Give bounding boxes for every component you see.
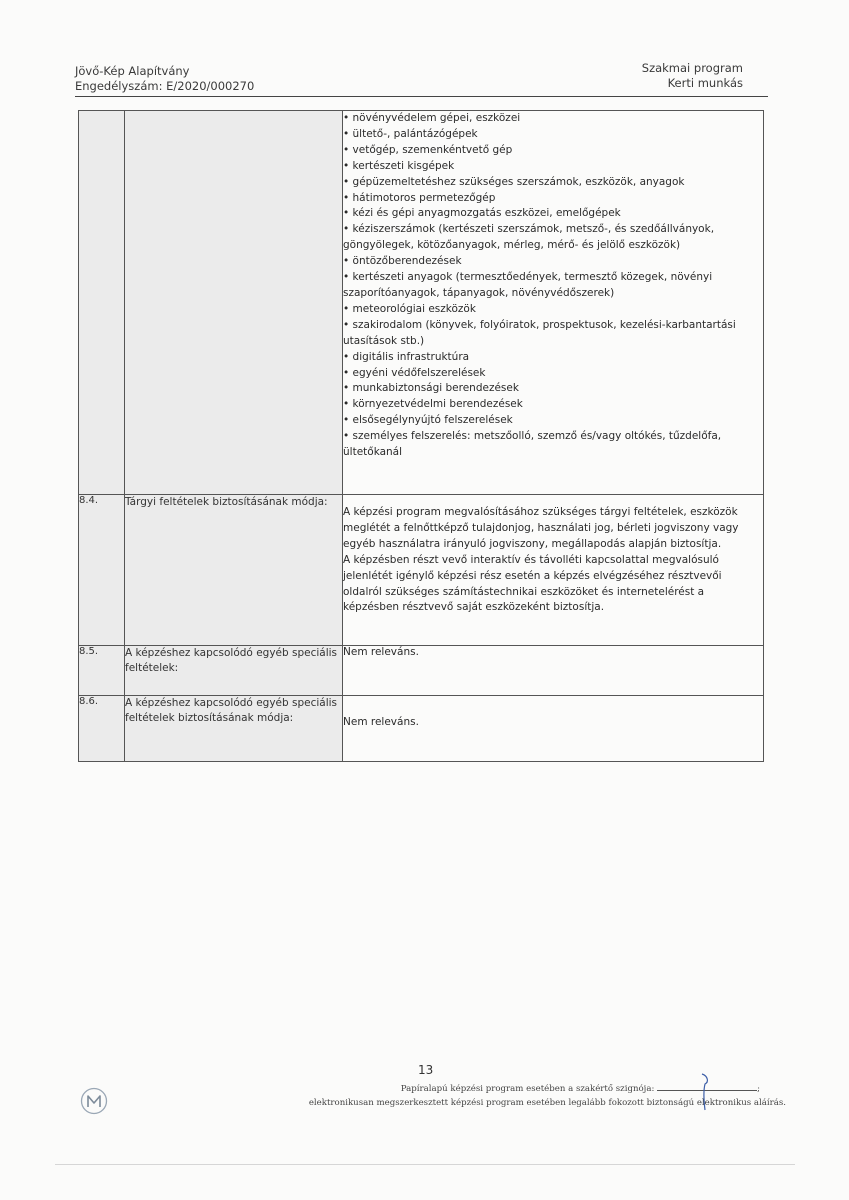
equipment-list-item: • meteorológiai eszközök	[343, 302, 763, 318]
row-number: 8.6.	[79, 696, 125, 762]
row-value: Nem releváns.	[343, 696, 764, 762]
equipment-list-item: • elsősegélynyújtó felszerelések	[343, 413, 763, 429]
equipment-list-item: • vetőgép, szemenkéntvető gép	[343, 143, 763, 159]
equipment-list-item: • szakirodalom (könyvek, folyóiratok, prospektusok, kezelési-karbantartási utasítások stb.)	[343, 318, 763, 350]
content-paragraph-2: A képzésben részt vevő interaktív és távolléti kapcsolattal megvalósuló jelenlétét igénylő képzési rész esetén a képzés elvégzéséhez résztvevői oldalról szükséges számítástechnikai eszközöket és internetelérést a képzésben résztvevő saját eszközeként biztosítja.	[343, 553, 722, 614]
equipment-list-item: • egyéni védőfelszerelések	[343, 366, 763, 382]
equipment-list-item: • gépüzemeltetéshez szükséges szerszámok, eszközök, anyagok	[343, 175, 763, 191]
equipment-list-item: • munkabiztonsági berendezések	[343, 381, 763, 397]
header-right	[642, 61, 743, 91]
equipment-list-item: • kertészeti kisgépek	[343, 159, 763, 175]
document-subtitle: Kerti munkás	[667, 76, 743, 90]
page-number: 13	[418, 1063, 434, 1077]
header-left	[75, 64, 254, 94]
table-row-8-5	[79, 646, 764, 696]
equipment-row	[79, 111, 764, 495]
equipment-list-item: • öntözőberendezések	[343, 254, 763, 270]
row-value: Nem releváns.	[343, 646, 764, 696]
equipment-list	[343, 111, 763, 461]
footer-line-1	[0, 1082, 760, 1094]
header-divider	[75, 96, 768, 97]
row-label: A képzéshez kapcsolódó egyéb speciális feltételek biztosításának módja:	[125, 696, 343, 762]
footer-signature-text: Papíralapú képzési program esetében a szakértő szignója:	[400, 1084, 655, 1094]
equipment-list-item: • kézi és gépi anyagmozgatás eszközei, emelőgépek	[343, 206, 763, 222]
table-row-8-6	[79, 696, 764, 762]
equipment-num-cell	[79, 111, 125, 495]
content-paragraph-1: A képzési program megvalósításához szükséges tárgyi feltételek, eszközök meglétét a felnőttképző tulajdonjog, használati jog, bérleti jogviszony vagy egyéb használatra irányuló jogviszony, megállapodás alapján biztosítja.	[343, 506, 739, 550]
table-row-8-4	[79, 495, 764, 646]
equipment-list-item: • személyes felszerelés: metszőolló, szemző és/vagy oltókés, tűzdelőfa, ültetőkanál	[343, 429, 763, 461]
row-number: 8.5.	[79, 646, 125, 696]
equipment-label-cell	[125, 111, 343, 495]
conditions-table	[78, 110, 764, 762]
document-type: Szakmai program	[641, 61, 743, 75]
equipment-list-cell	[343, 111, 764, 495]
equipment-list-item: • növényvédelem gépei, eszközei	[343, 111, 763, 127]
equipment-list-item: • kéziszerszámok (kertészeti szerszámok, metsző-, és szedőállványok, göngyölegek, kötözőanyagok, mérleg, mérő- és jelölő eszközök)	[343, 222, 763, 254]
equipment-list-item: • kertészeti anyagok (termesztőedények, termesztő közegek, növényi szaporítóanyagok, tápanyagok, növényvédőszerek)	[343, 270, 763, 302]
equipment-list-item: • hátimotoros permetezőgép	[343, 191, 763, 207]
row-number: 8.4.	[79, 495, 125, 646]
footer-semicolon: ;	[757, 1084, 760, 1094]
row-label: Tárgyi feltételek biztosításának módja:	[125, 495, 343, 646]
equipment-list-item: • környezetvédelmi berendezések	[343, 397, 763, 413]
bottom-scan-edge	[55, 1164, 795, 1165]
row-label: A képzéshez kapcsolódó egyéb speciális feltételek:	[125, 646, 343, 696]
organization-name: Jövő-Kép Alapítvány	[75, 64, 190, 78]
row-content	[343, 495, 764, 646]
footer-line-2: elektronikusan megszerkesztett képzési program esetében legalább fokozott biztonságú elektronikus aláírás.	[308, 1098, 786, 1108]
equipment-list-item: • ültető-, palántázógépek	[343, 127, 763, 143]
equipment-list-item: • digitális infrastruktúra	[343, 350, 763, 366]
license-number: Engedélyszám: E/2020/000270	[75, 79, 255, 93]
signature-mark	[698, 1072, 712, 1112]
